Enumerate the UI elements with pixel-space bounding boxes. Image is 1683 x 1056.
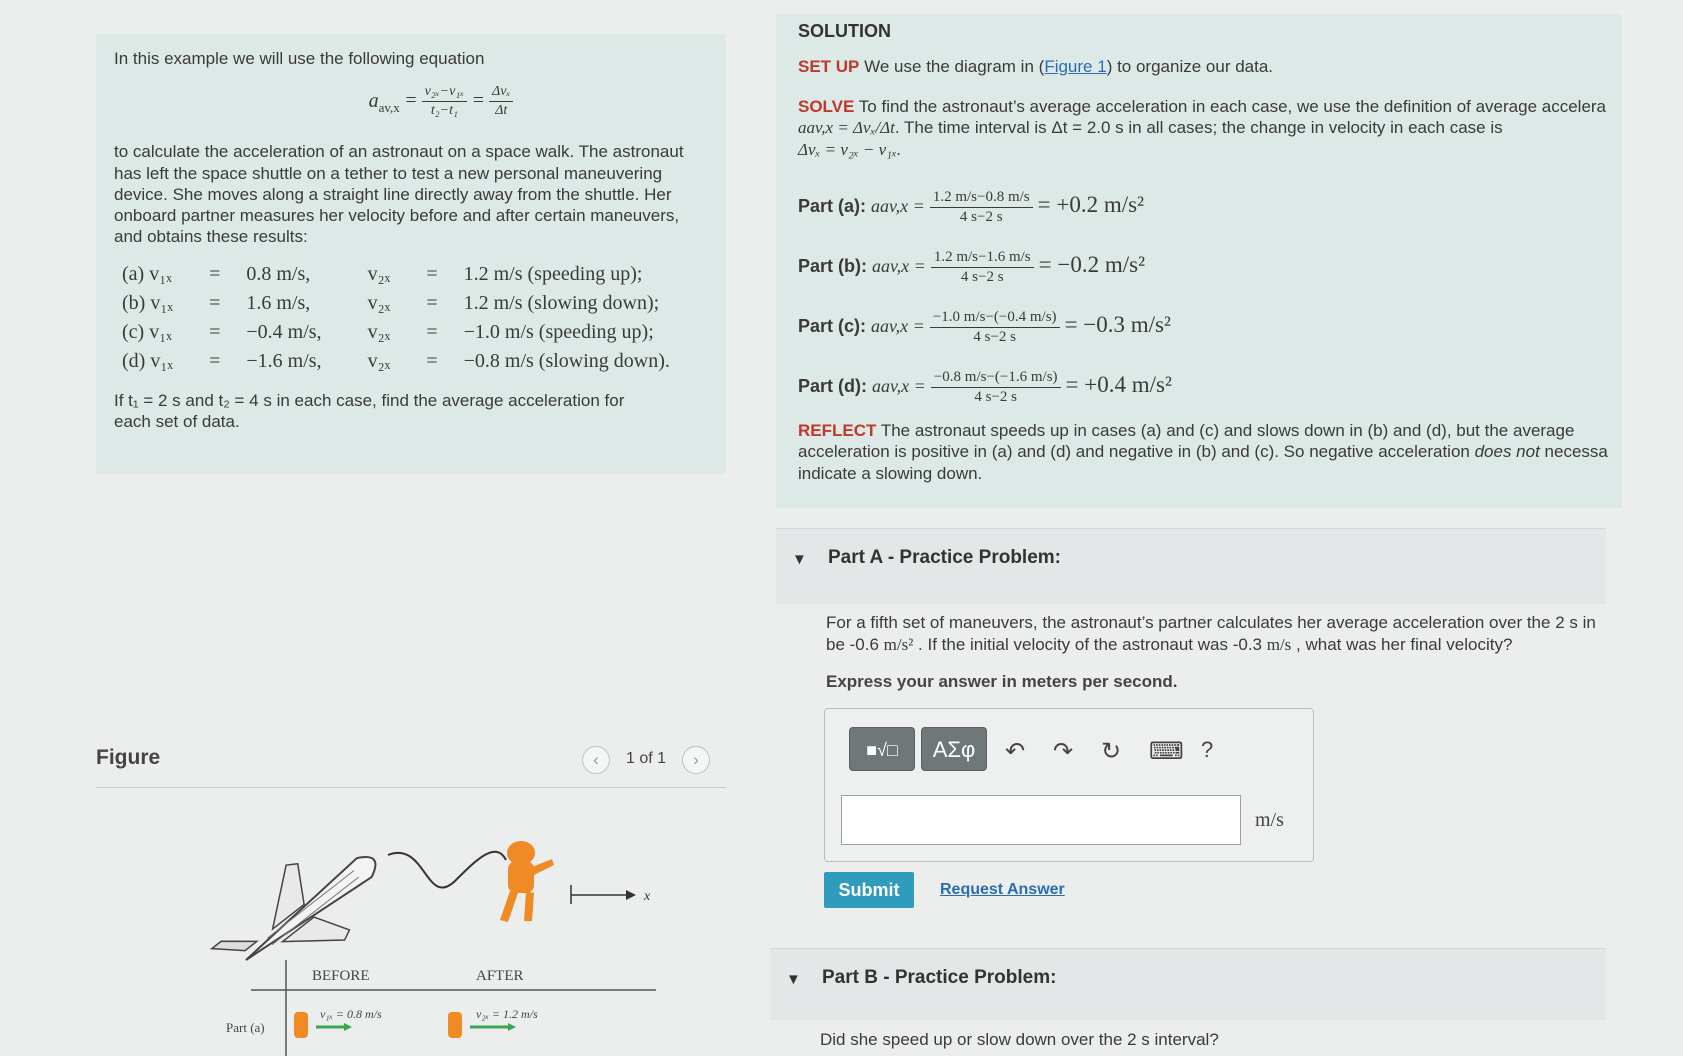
velocity-data-table (122, 260, 680, 376)
figure-title: Figure (96, 746, 161, 769)
part-a-label: Part (a) (226, 1020, 265, 1035)
astronaut-after-icon (448, 1012, 462, 1038)
solve-text: SOLVE To find the astronaut’s average acceleration in each case, we use the definition of average accelera aav,x = Δvₓ/Δt. The time interval is Δt = 2.0 s in all cases; the change in velocity in each case is Δvₓ = v₂ₓ − v₁ₓ. (798, 97, 1607, 159)
solution-part-c: Part (c): aav,x = $\frac{-1.0 m/s-(-0.4 m/s)}{4 s-2 s}$ = −0.3 m/s² (798, 309, 1171, 345)
greek-symbols-button[interactable]: ΑΣφ (921, 727, 987, 771)
answer-widget (824, 708, 1314, 862)
figure-header (96, 740, 726, 788)
answer-input[interactable] (841, 795, 1241, 845)
problem-paragraph: to calculate the acceleration of an astronaut on a space walk. The astronaut has left the space shuttle on a tether to test a new personal maneuvering device. She moves along a straight line directly away from the shuttle. Her onboard partner measures her velocity before and after certain maneuvers, and obtains these results: (114, 142, 684, 247)
figure-next-button[interactable]: › (682, 746, 710, 774)
v1-label: v₁ₓ = 0.8 m/s (320, 1007, 382, 1021)
undo-icon[interactable]: ↶ (1005, 738, 1026, 765)
unit-label: m/s (1255, 809, 1284, 831)
redo-icon[interactable]: ↷ (1053, 738, 1074, 765)
shuttle-astronaut-diagram (96, 800, 726, 1056)
data-row-c: (c) v₁ₓ = −0.4 m/s, v₂ₓ = −1.0 m/s (speeding up); (122, 320, 654, 343)
submit-button[interactable]: Submit (824, 872, 914, 908)
part-a-question: For a fifth set of maneuvers, the astronaut’s partner calculates her average acceleration over the 2 s in be -0.6 m/s² . If the initial velocity of the astronaut was -0.3 m/s , what was her final velocity? (826, 613, 1596, 655)
part-a-header[interactable] (776, 528, 1606, 604)
reset-icon[interactable]: ↻ (1101, 738, 1122, 765)
x-axis-label: x (644, 889, 651, 904)
solution-part-b: Part (b): aav,x = $\frac{1.2 m/s-1.6 m/s}{4 s-2 s}$ = −0.2 m/s² (798, 249, 1145, 285)
question-text: If t₁ = 2 s and t₂ = 4 s in each case, find the average acceleration for each set of data. (114, 390, 625, 431)
solution-part-d: Part (d): aav,x = $\frac{-0.8 m/s-(-1.6 m/s)}{4 s-2 s}$ = +0.4 m/s² (798, 369, 1172, 405)
collapse-caret-icon[interactable]: ▼ (792, 551, 807, 568)
keyboard-icon[interactable]: ⌨ (1149, 738, 1184, 765)
astronaut-before-icon (294, 1012, 308, 1038)
part-a-title: Part A - Practice Problem: (828, 547, 1062, 568)
setup-text: SET UP We use the diagram in (Figure 1) to organize our data. (798, 57, 1274, 76)
part-b-title: Part B - Practice Problem: (822, 967, 1057, 988)
before-label: BEFORE (312, 968, 370, 984)
data-row-d: (d) v₁ₓ = −1.6 m/s, v₂ₓ = −0.8 m/s (slowing down). (122, 349, 670, 372)
data-row-b: (b) v₁ₓ = 1.6 m/s, v₂ₓ = 1.2 m/s (slowing down); (122, 291, 660, 314)
figure-illustration (96, 800, 726, 1056)
help-icon[interactable]: ? (1201, 737, 1214, 762)
request-answer-link[interactable]: Request Answer (940, 881, 1065, 898)
acceleration-equation: $a_{av,x}$ = $\frac{\text{v₂ₓ−v₁ₓ}}{\text{t₂−t₁}}$ = $\frac{\text{Δvₓ}}{\Delta t}$ (174, 83, 708, 119)
part-b-question: Did she speed up or slow down over the 2 s interval? (820, 1030, 1219, 1049)
collapse-caret-icon[interactable]: ▼ (786, 971, 801, 988)
space-shuttle-icon (199, 821, 401, 1008)
after-label: AFTER (476, 968, 524, 984)
data-row-a: (a) v₁ₓ = 0.8 m/s, v₂ₓ = 1.2 m/s (speeding up); (122, 262, 643, 285)
solution-heading: SOLUTION (798, 21, 891, 41)
solution-panel (776, 14, 1622, 508)
reflect-text: REFLECT The astronaut speeds up in cases (a) and (c) and slows down in (b) and (d), but the average acceleration is positive in (a) and (d) and negative in (b) and (c). So negative acceleration does not necessa indicate a slowing down. (798, 421, 1608, 483)
part-b-header[interactable] (770, 948, 1606, 1020)
answer-instruction: Express your answer in meters per second. (826, 672, 1178, 691)
v2-label: v₂ₓ = 1.2 m/s (476, 1007, 538, 1021)
solution-part-a: Part (a): aav,x = $\frac{1.2 m/s-0.8 m/s}{4 s-2 s}$ = +0.2 m/s² (798, 189, 1144, 225)
figure-counter: 1 of 1 (626, 750, 667, 767)
figure-prev-button[interactable]: ‹ (582, 746, 610, 774)
problem-statement (96, 34, 726, 474)
intro-text: In this example we will use the following equation (114, 49, 485, 68)
figure-1-link[interactable]: Figure 1 (1044, 57, 1107, 76)
templates-button[interactable]: ■√□ (849, 727, 915, 771)
astronaut-icon (500, 841, 554, 922)
